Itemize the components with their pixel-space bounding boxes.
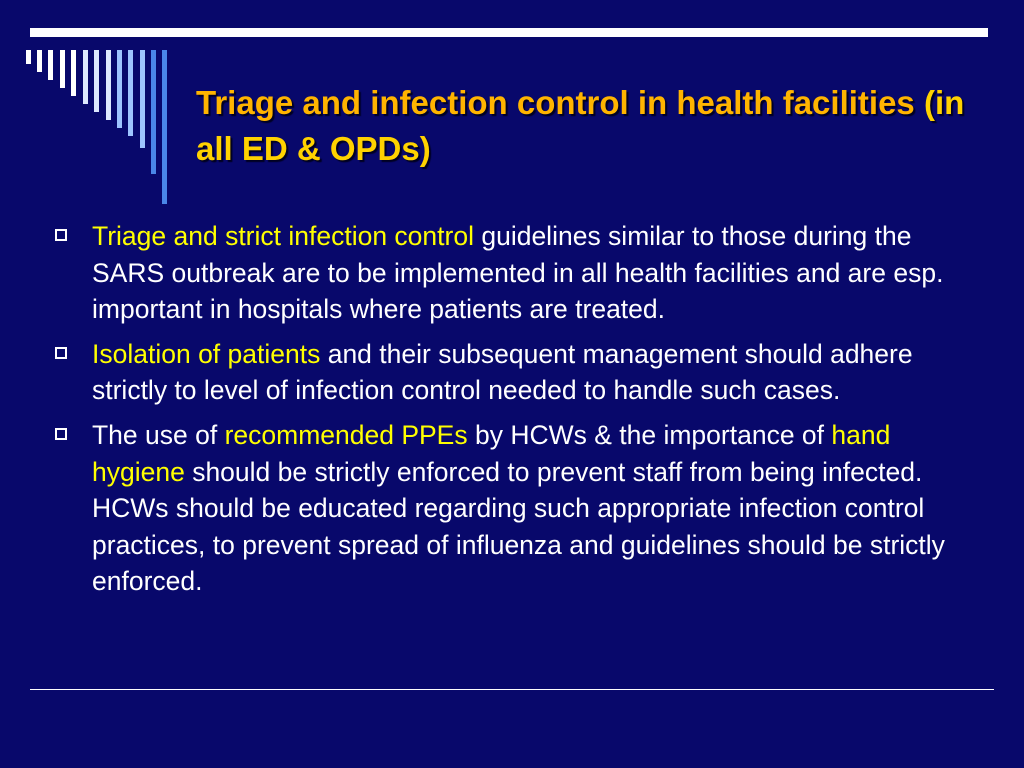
highlighted-text: hand hygiene: [92, 419, 891, 487]
title-main: Triage and infection control in health facilities: [196, 84, 915, 121]
title-subtitle: (in all ED & OPDs): [196, 84, 965, 167]
decorative-stripe: [60, 50, 65, 88]
bullet-text: by HCWs & the importance of: [467, 419, 832, 450]
bullet-item: [55, 417, 985, 600]
highlighted-text: recommended PPEs: [224, 419, 468, 450]
bullet-text: and their subsequent management should adhere strictly to level of infection control needed to handle such cases.: [92, 338, 913, 406]
decorative-stripe: [37, 50, 42, 72]
decorative-stripe: [151, 50, 156, 174]
bullet-item: [55, 218, 985, 328]
top-rule: [30, 28, 988, 37]
bullet-text: guidelines similar to those during the SARS outbreak are to be implemented in all health facilities and are esp. important in hospitals where patients are treated.: [92, 221, 944, 325]
decorative-stripe: [71, 50, 76, 96]
decorative-stripe: [83, 50, 88, 104]
bullet-item: [55, 336, 985, 409]
bullet-list: [55, 218, 985, 608]
bullet-text: The use of: [92, 419, 225, 450]
highlighted-text: Isolation of patients: [92, 338, 321, 369]
decorative-stripe: [48, 50, 53, 80]
bottom-rule: [30, 689, 994, 690]
hollow-square-bullet-icon: [55, 229, 67, 241]
decorative-stripe: [117, 50, 122, 128]
highlighted-text: Triage and strict infection control: [92, 221, 474, 251]
decorative-stripe: [26, 50, 31, 64]
decorative-stripe: [128, 50, 133, 136]
hollow-square-bullet-icon: [55, 428, 67, 440]
slide-title: [196, 80, 976, 172]
bullet-text: should be strictly enforced to prevent staff from being infected. HCWs should be educated regarding such appropriate infection control practices, to prevent spread of influenza and guidelines should be strictly enforced.: [92, 456, 945, 597]
hollow-square-bullet-icon: [55, 347, 67, 359]
decorative-stripe: [94, 50, 99, 112]
decorative-stripe: [106, 50, 111, 120]
decorative-stripe: [162, 50, 167, 204]
decorative-stripe: [140, 50, 145, 148]
decorative-stripes: [0, 0, 170, 210]
